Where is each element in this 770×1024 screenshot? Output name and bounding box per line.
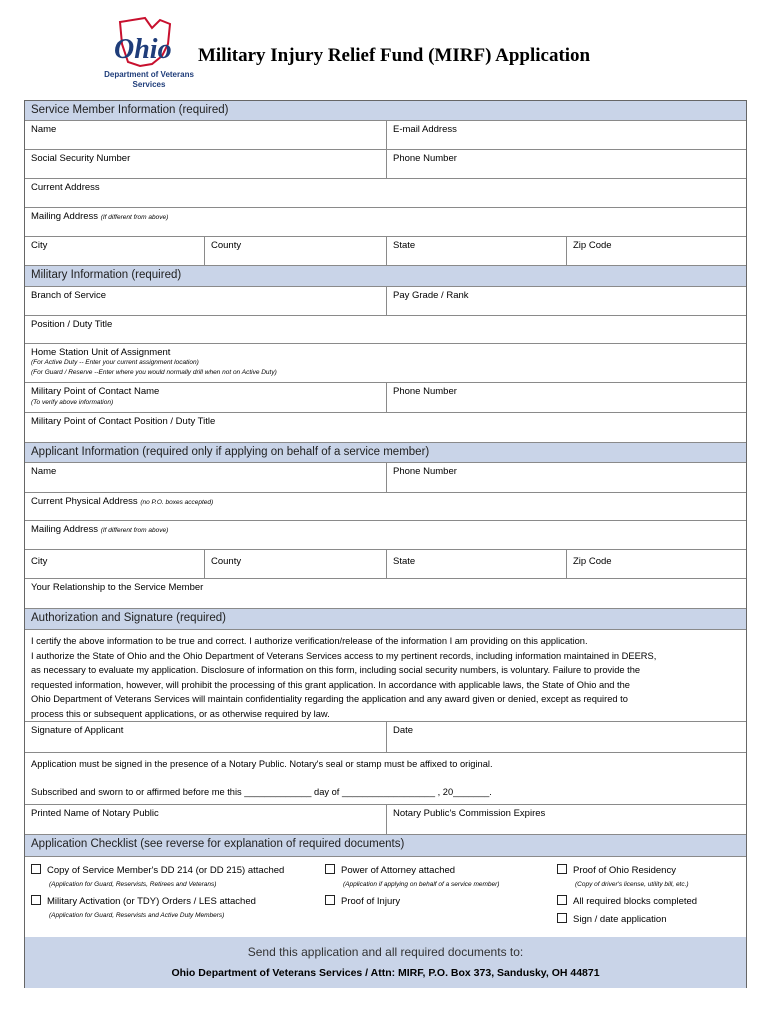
- checkbox-icon: [31, 895, 41, 905]
- application-form: [24, 100, 747, 988]
- checkbox-activation[interactable]: Military Activation (or TDY) Orders / LES attached: [31, 895, 256, 907]
- row-signature-date: [25, 722, 746, 753]
- section-heading: Military Information (required): [31, 269, 182, 281]
- section-heading: Service Member Information (required): [31, 104, 229, 116]
- checkbox-icon: [31, 864, 41, 874]
- notary-instruction: Application must be signed in the presence of a Notary Public. Notary's seal or stamp must be affixed to original.: [31, 759, 493, 769]
- checkbox-poa[interactable]: Power of Attorney attached: [325, 864, 455, 876]
- section-military: [25, 266, 746, 287]
- row-notary-info: [25, 805, 746, 835]
- branch-field[interactable]: Branch of Service: [25, 287, 387, 315]
- row-city-county-state-zip: [25, 237, 746, 266]
- checkbox-icon: [557, 913, 567, 923]
- service-state-field[interactable]: State: [387, 237, 567, 265]
- row-applicant-city-county-state-zip: [25, 550, 746, 579]
- service-county-field[interactable]: County: [205, 237, 387, 265]
- applicant-phone-field[interactable]: Phone Number: [393, 466, 457, 477]
- section-heading: Authorization and Signature (required): [31, 612, 226, 624]
- service-email-field[interactable]: E-mail Address: [393, 124, 457, 135]
- applicant-zip-field[interactable]: Zip Code: [573, 556, 612, 567]
- row-applicant-name-phone: [25, 463, 746, 493]
- applicant-relationship-field[interactable]: Your Relationship to the Service Member: [25, 579, 746, 609]
- section-heading: Applicant Information (required only if applying on behalf of a service member): [31, 446, 430, 458]
- page-header: [0, 0, 770, 100]
- row-ssn-phone: [25, 150, 746, 179]
- pay-grade-field[interactable]: Pay Grade / Rank: [393, 290, 469, 301]
- home-station-field[interactable]: Home Station Unit of Assignment (For Active Duty -- Enter your current assignment location) (For Guard / Reserve --Enter where you would normally drill when not on Active Duty): [25, 344, 746, 383]
- checklist-items: Copy of Service Member's DD 214 (or DD 215) attached (Application for Guard, Reservists, Retirees and Veterans) Military Activation (or TDY) Orders / LES attached (Application for Guard, Reservists and Active Duty Members) Power of Attorney attached (Application if applying on behalf of a service member) Proof of Injury Proof of Ohio Residency (Copy of driver's license, utility bill, etc.) All required blocks completed Sign / date application: [25, 857, 746, 937]
- row-poc: [25, 383, 746, 413]
- checkbox-icon: [325, 895, 335, 905]
- notary-block: [25, 753, 746, 805]
- applicant-city-field[interactable]: City: [25, 550, 205, 578]
- service-mailing-address-field[interactable]: Mailing Address (If different from above): [25, 208, 746, 237]
- footer-mailing: [25, 937, 746, 988]
- section-checklist: [25, 835, 746, 857]
- poc-name-field[interactable]: Military Point of Contact Name (To verify above information): [25, 383, 387, 412]
- checkbox-dd214[interactable]: Copy of Service Member's DD 214 (or DD 215) attached: [31, 864, 284, 876]
- page-title: Military Injury Relief Fund (MIRF) Application: [198, 45, 591, 66]
- section-authorization: [25, 609, 746, 630]
- footer-instruction: Send this application and all required documents to:: [247, 945, 524, 959]
- logo-word: Ohio: [114, 34, 172, 65]
- service-zip-field[interactable]: Zip Code: [573, 240, 612, 251]
- poc-phone-field[interactable]: Phone Number: [393, 386, 457, 397]
- applicant-physical-address-field[interactable]: Current Physical Address (no P.O. boxes accepted): [25, 493, 746, 521]
- applicant-state-field[interactable]: State: [387, 550, 567, 578]
- logo-department-text: Department of Veterans Services: [104, 70, 194, 89]
- poc-position-field[interactable]: Military Point of Contact Position / Duty Title: [25, 413, 746, 443]
- applicant-county-field[interactable]: County: [205, 550, 387, 578]
- date-field[interactable]: Date: [393, 725, 414, 736]
- applicant-name-field[interactable]: Name: [25, 463, 387, 492]
- service-current-address-field[interactable]: Current Address: [25, 179, 746, 208]
- checkbox-icon: [557, 895, 567, 905]
- applicant-mailing-address-field[interactable]: Mailing Address (If different from above): [25, 521, 746, 550]
- footer-address: Ohio Department of Veterans Services / Attn: MIRF, P.O. Box 373, Sandusky, OH 44871: [171, 967, 600, 979]
- section-service-member: [25, 101, 746, 121]
- row-name-email: [25, 121, 746, 150]
- row-branch-pay: [25, 287, 746, 316]
- signature-field[interactable]: Signature of Applicant: [25, 722, 387, 752]
- checkbox-residency[interactable]: Proof of Ohio Residency: [557, 864, 676, 876]
- checkbox-icon: [557, 864, 567, 874]
- notary-name-field[interactable]: Printed Name of Notary Public: [25, 805, 387, 834]
- service-ssn-field[interactable]: Social Security Number: [25, 150, 387, 178]
- checkbox-sign[interactable]: Sign / date application: [557, 913, 666, 925]
- service-phone-field[interactable]: Phone Number: [393, 153, 457, 164]
- position-field[interactable]: Position / Duty Title: [25, 316, 746, 344]
- section-applicant: [25, 443, 746, 463]
- service-name-field[interactable]: Name: [25, 121, 387, 149]
- service-city-field[interactable]: City: [25, 237, 205, 265]
- checkbox-injury[interactable]: Proof of Injury: [325, 895, 400, 907]
- checkbox-blocks[interactable]: All required blocks completed: [557, 895, 697, 907]
- authorization-statement: I certify the above information to be true and correct. I authorize verification/release of the information I am providing on this application. I authorize the State of Ohio and the Ohio Department of Veterans Services access to my pertinent records, including information maintained in DEERS, as necessary to evaluate my application. Disclosure of information on this form, including social security numbers, is voluntary. Failure to provide the requested information, however, will prohibit the processing of this grant application. In accordance with applicable laws, the State of Ohio and the Ohio Department of Veterans Services will maintain confidentiality regarding the application and any award given or denied, except as required to process this or subsequent applications, or as otherwise required by law.: [25, 630, 746, 722]
- notary-expires-field[interactable]: Notary Public's Commission Expires: [393, 808, 546, 819]
- checkbox-icon: [325, 864, 335, 874]
- sworn-statement[interactable]: Subscribed and sworn to or affirmed before me this _____________ day of __________________ , 20_______.: [31, 787, 492, 797]
- section-heading: Application Checklist (see reverse for explanation of required documents): [31, 838, 405, 850]
